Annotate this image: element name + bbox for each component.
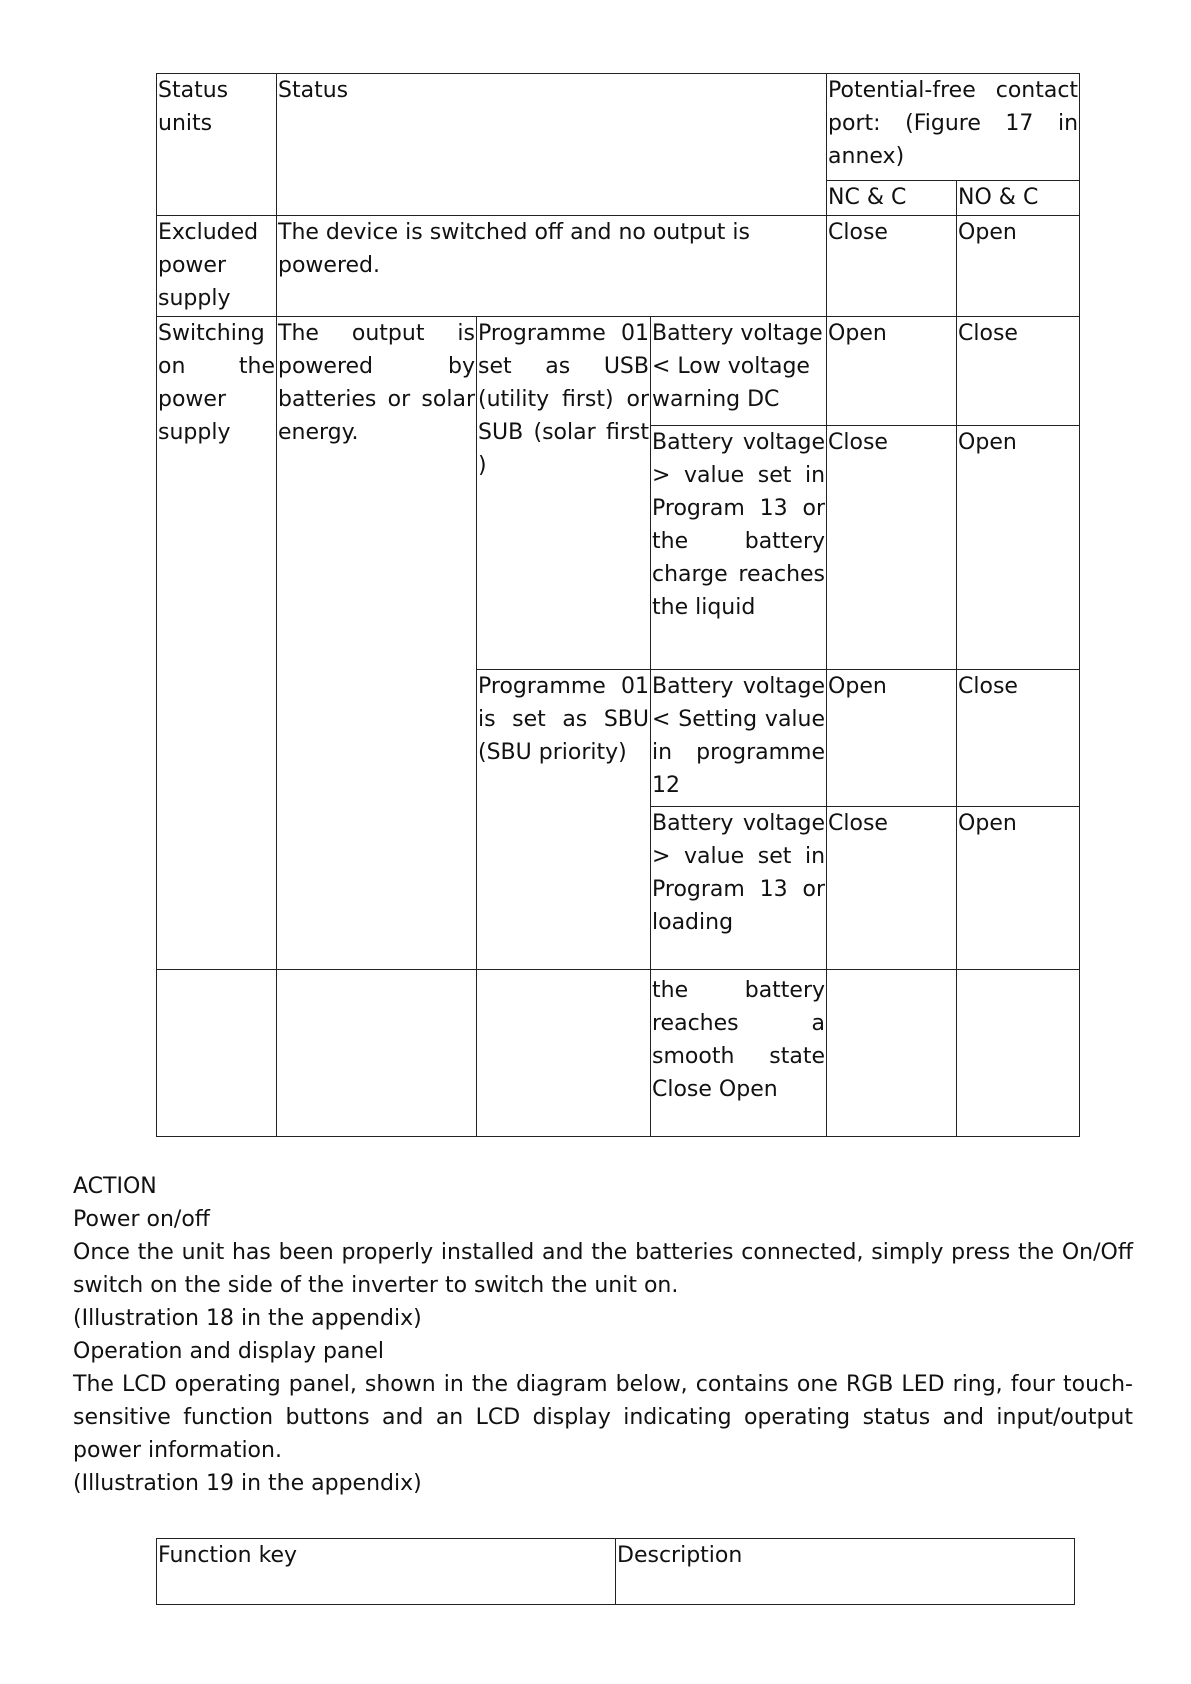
header-status: Status bbox=[277, 74, 827, 216]
heading-operation-panel: Operation and display panel bbox=[73, 1339, 385, 1364]
body-text bbox=[73, 1170, 1133, 1500]
usb-condition-1-no: Close bbox=[957, 317, 1080, 426]
excluded-unit: Excluded power supply bbox=[157, 216, 277, 317]
usb-condition-2: Battery voltage > value set in Program 13 or the battery charge reaches the liquid bbox=[651, 426, 827, 670]
header-no-c: NO & C bbox=[957, 181, 1080, 216]
continuation-empty-cell bbox=[277, 970, 477, 1137]
function-key-header: Function key bbox=[157, 1539, 616, 1605]
usb-condition-1-nc: Open bbox=[827, 317, 957, 426]
description-header: Description bbox=[616, 1539, 1075, 1605]
header-status-units: Status units bbox=[157, 74, 277, 216]
heading-power-on-off: Power on/off bbox=[73, 1207, 210, 1232]
usb-condition-2-no: Open bbox=[957, 426, 1080, 670]
function-key-table bbox=[156, 1538, 1075, 1605]
illustration-19-reference: (Illustration 19 in the appendix) bbox=[73, 1471, 422, 1496]
excluded-no: Open bbox=[957, 216, 1080, 317]
switching-on-status: The output is powered by batteries or solar energy. bbox=[277, 317, 477, 970]
status-contact-table bbox=[156, 73, 1080, 1137]
usb-condition-2-nc: Close bbox=[827, 426, 957, 670]
programme-01-sbu: Programme 01 is set as SBU (SBU priority) bbox=[477, 670, 651, 970]
continuation-empty-cell bbox=[477, 970, 651, 1137]
continuation-empty-cell bbox=[827, 970, 957, 1137]
continuation-empty-cell bbox=[157, 970, 277, 1137]
usb-condition-1: Battery voltage < Low voltage warning DC bbox=[651, 317, 827, 426]
illustration-18-reference: (Illustration 18 in the appendix) bbox=[73, 1306, 422, 1331]
heading-action: ACTION bbox=[73, 1174, 157, 1199]
header-nc-c: NC & C bbox=[827, 181, 957, 216]
sbu-condition-1-no: Close bbox=[957, 670, 1080, 807]
sbu-condition-1: Battery voltage < Setting value in programme 12 bbox=[651, 670, 827, 807]
sbu-condition-2-nc: Close bbox=[827, 807, 957, 970]
paragraph-power-on-off: Once the unit has been properly installed and the batteries connected, simply press the On/Off switch on the side of the inverter to switch the unit on. bbox=[73, 1240, 1133, 1298]
sbu-condition-2: Battery voltage > value set in Program 13 or loading bbox=[651, 807, 827, 970]
continuation-empty-cell bbox=[957, 970, 1080, 1137]
excluded-status: The device is switched off and no output is powered. bbox=[277, 216, 827, 317]
programme-01-usb: Programme 01 set as USB (utility first) or SUB (solar first ) bbox=[477, 317, 651, 670]
switching-on-unit: Switching on the power supply bbox=[157, 317, 277, 970]
paragraph-operation-panel: The LCD operating panel, shown in the diagram below, contains one RGB LED ring, four touch-sensitive function buttons and an LCD display indicating operating status and input/output power information. bbox=[73, 1372, 1133, 1463]
continuation-text: the battery reaches a smooth state Close Open bbox=[651, 970, 827, 1137]
sbu-condition-2-no: Open bbox=[957, 807, 1080, 970]
header-contact-port: Potential-free contact port: (Figure 17 in annex) bbox=[827, 74, 1080, 181]
excluded-nc: Close bbox=[827, 216, 957, 317]
sbu-condition-1-nc: Open bbox=[827, 670, 957, 807]
